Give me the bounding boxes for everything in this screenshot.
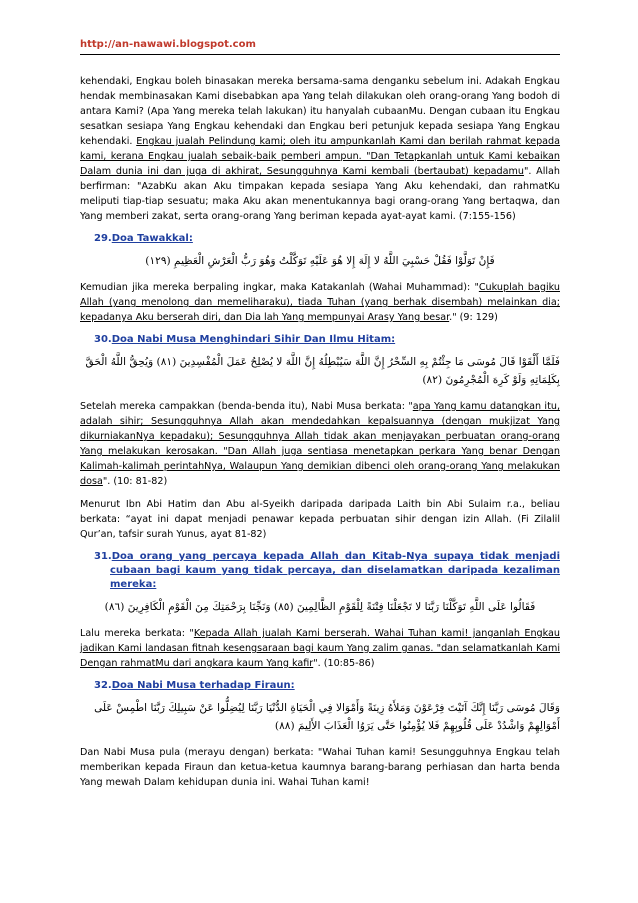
translation-32: Dan Nabi Musa pula (merayu dengan) berkata: "Wahai Tuhan kami! Sesungguhnya Engkau telah memberikan kepada Firaun dan ketua-ketua kaumnya barang-barang perhiasan dan harta benda Yang mewah Dalam kehidupan dunia ini. Wahai Tuhan kami!: [80, 747, 560, 788]
heading-doa-29: [80, 232, 560, 246]
translation-text-b: ". (10:85-86): [313, 658, 375, 669]
heading-title: Doa Nabi Musa Menghindari Sihir Dan Ilmu Hitam:: [111, 334, 396, 345]
arabic-verse-30: فَلَمَّا أَلْقَوْا قَالَ مُوسَى مَا جِئْتُمْ بِهِ السِّحْرُ إِنَّ اللَّهَ سَيُبْطِلُهُ إِنَّ اللَّهَ لا يُصْلِحُ عَمَلَ الْمُفْسِدِينَ (٨١) وَيُحِقُّ اللَّهُ الْحَقَّ بِكَلِمَاتِهِ وَلَوْ كَرِهَ الْمُجْرِمُونَ (٨٢): [85, 356, 560, 386]
heading-title: Doa Nabi Musa terhadap Firaun:: [111, 680, 295, 691]
intro-text-a: kehendaki, Engkau boleh binasakan mereka bersama-sama denganku sebelum ini. Adakah Engkau hendak membinasakan Kami disebabkan apa Yang telah dilakukan oleh orang-orang Yang bodoh di antara Kami? (Apa Yang mereka telah lakukan) itu hanyalah cubaanMu. Dengan cubaan itu Engkau sesatkan sesiapa Yang Engkau kehendaki dan Engkau beri petunjuk kepada sesiapa Yang Engkau kehendaki.: [80, 76, 560, 147]
translation-text-a: Lalu mereka berkata: ": [80, 628, 194, 639]
heading-title: Doa orang yang percaya kepada Allah dan Kitab-Nya supaya tidak menjadi cubaan bagi kaum yang tidak percaya, dan diselamatkan daripada kezaliman mereka:: [110, 551, 560, 590]
heading-doa-32: [80, 679, 560, 693]
heading-doa-30: [80, 333, 560, 347]
translation-text-a: Kemudian jika mereka berpaling ingkar, maka Katakanlah (Wahai Muhammad): ": [80, 282, 479, 293]
arabic-verse-31: فَقَالُوا عَلَى اللَّهِ تَوَكَّلْنَا رَبَّنَا لا تَجْعَلْنَا فِتْنَةً لِلْقَوْمِ الظَّالِمِينَ (٨٥) وَنَجِّنَا بِرَحْمَتِكَ مِنَ الْقَوْمِ الْكَافِرِينَ (٨٦): [104, 601, 536, 613]
intro-text-b: ". Allah berfirman: "AzabKu akan Aku timpakan kepada sesiapa Yang Aku kehendaki, dan rahmatKu meliputi tiap-tiap sesuatu; maka Aku akan menentukannya bagi orang-orang Yang bertaqwa, dan Yang memberi zakat, serta orang-orang Yang beriman kepada ayat-ayat kami. (7:155-156): [80, 166, 560, 222]
translation-29: [80, 280, 560, 325]
intro-paragraph: [80, 74, 560, 224]
translation-text-a: Setelah mereka campakkan (benda-benda itu), Nabi Musa berkata: ": [80, 401, 413, 412]
heading-number: 30.: [94, 334, 112, 345]
heading-number: 29.: [94, 233, 112, 244]
heading-number: 31.: [94, 551, 112, 562]
translation-text-underlined: apa Yang kamu datangkan itu, adalah sihir; Sesungguhnya Allah akan mendedahkan kepalsuannya (dengan mukjizat Yang dikurniakanNya kepadaku); Sesungguhnya Allah tidak akan menjayakan perbuatan orang-orang Yang melakukan kerosakan. "Dan Allah juga sentiasa menetapkan perkara Yang benar Dengan Kalimah-kalimah perintahNya, Walaupun Yang demikian dibenci oleh orang-orang Yang melakukan dosa: [80, 401, 560, 487]
header-divider: [80, 54, 560, 55]
translation-text-underlined: Cukuplah bagiku Allah (yang menolong dan memeliharaku), tiada Tuhan (yang berhak disembah) melainkan dia; kepadanya Aku berserah diri, dan Dia lah Yang mempunyai Arasy Yang besar: [80, 282, 560, 323]
arabic-verse-29: فَإِنْ تَوَلَّوْا فَقُلْ حَسْبِيَ اللَّهُ لا إِلَهَ إِلا هُوَ عَلَيْهِ تَوَكَّلْتُ وَهُوَ رَبُّ الْعَرْشِ الْعَظِيمِ (١٢٩): [145, 255, 495, 267]
translation-30: [80, 399, 560, 489]
translation-text-underlined: Kepada Allah jualah Kami berserah. Wahai Tuhan kami! janganlah Engkau jadikan Kami landasan fitnah kesengsaraan bagi kaum Yang zalim ganas. "dan selamatkanlah Kami Dengan rahmatMu dari angkara kaum Yang kafir: [80, 628, 560, 669]
heading-doa-31: [80, 550, 560, 592]
header-url: http://an-nawawi.blogspot.com: [80, 39, 256, 50]
heading-title: Doa Tawakkal:: [111, 233, 193, 244]
translation-31: [80, 626, 560, 671]
translation-text-b: ". (10: 81-82): [102, 476, 168, 487]
page-content: [80, 74, 560, 798]
translation-text-b: ." (9: 129): [449, 312, 498, 323]
note-30: Menurut Ibn Abi Hatim dan Abu al-Syeikh daripada daripada Laith bin Abi Sulaim r.a., beliau berkata: “ayat ini dapat menjadi penawar kepada perbuatan sihir dengan izin Allah. (Fi Zilalil Qur’an, tafsir surah Yunus, ayat 81-82): [80, 499, 560, 540]
arabic-verse-32: وَقَالَ مُوسَى رَبَّنَا إِنَّكَ آتَيْتَ فِرْعَوْنَ وَمَلأَهُ زِينَةً وَأَمْوَالا فِي الْحَيَاةِ الدُّنْيَا رَبَّنَا لِيُضِلُّوا عَنْ سَبِيلِكَ رَبَّنَا اطْمِسْ عَلَى أَمْوَالِهِمْ وَاشْدُدْ عَلَى قُلُوبِهِمْ فَلا يُؤْمِنُوا حَتَّى يَرَوُا الْعَذَابَ الأَلِيمَ (٨٨): [94, 702, 560, 732]
heading-number: 32.: [94, 680, 112, 691]
intro-text-underlined: Engkau jualah Pelindung kami; oleh itu ampunkanlah Kami dan berilah rahmat kepada kami, kerana Engkau jualah sebaik-baik pemberi ampun. "Dan Tetapkanlah untuk Kami kebaikan Dalam dunia ini dan juga di akhirat, Sesungguhnya Kami kembali (bertaubat) kepadamu: [80, 136, 561, 177]
